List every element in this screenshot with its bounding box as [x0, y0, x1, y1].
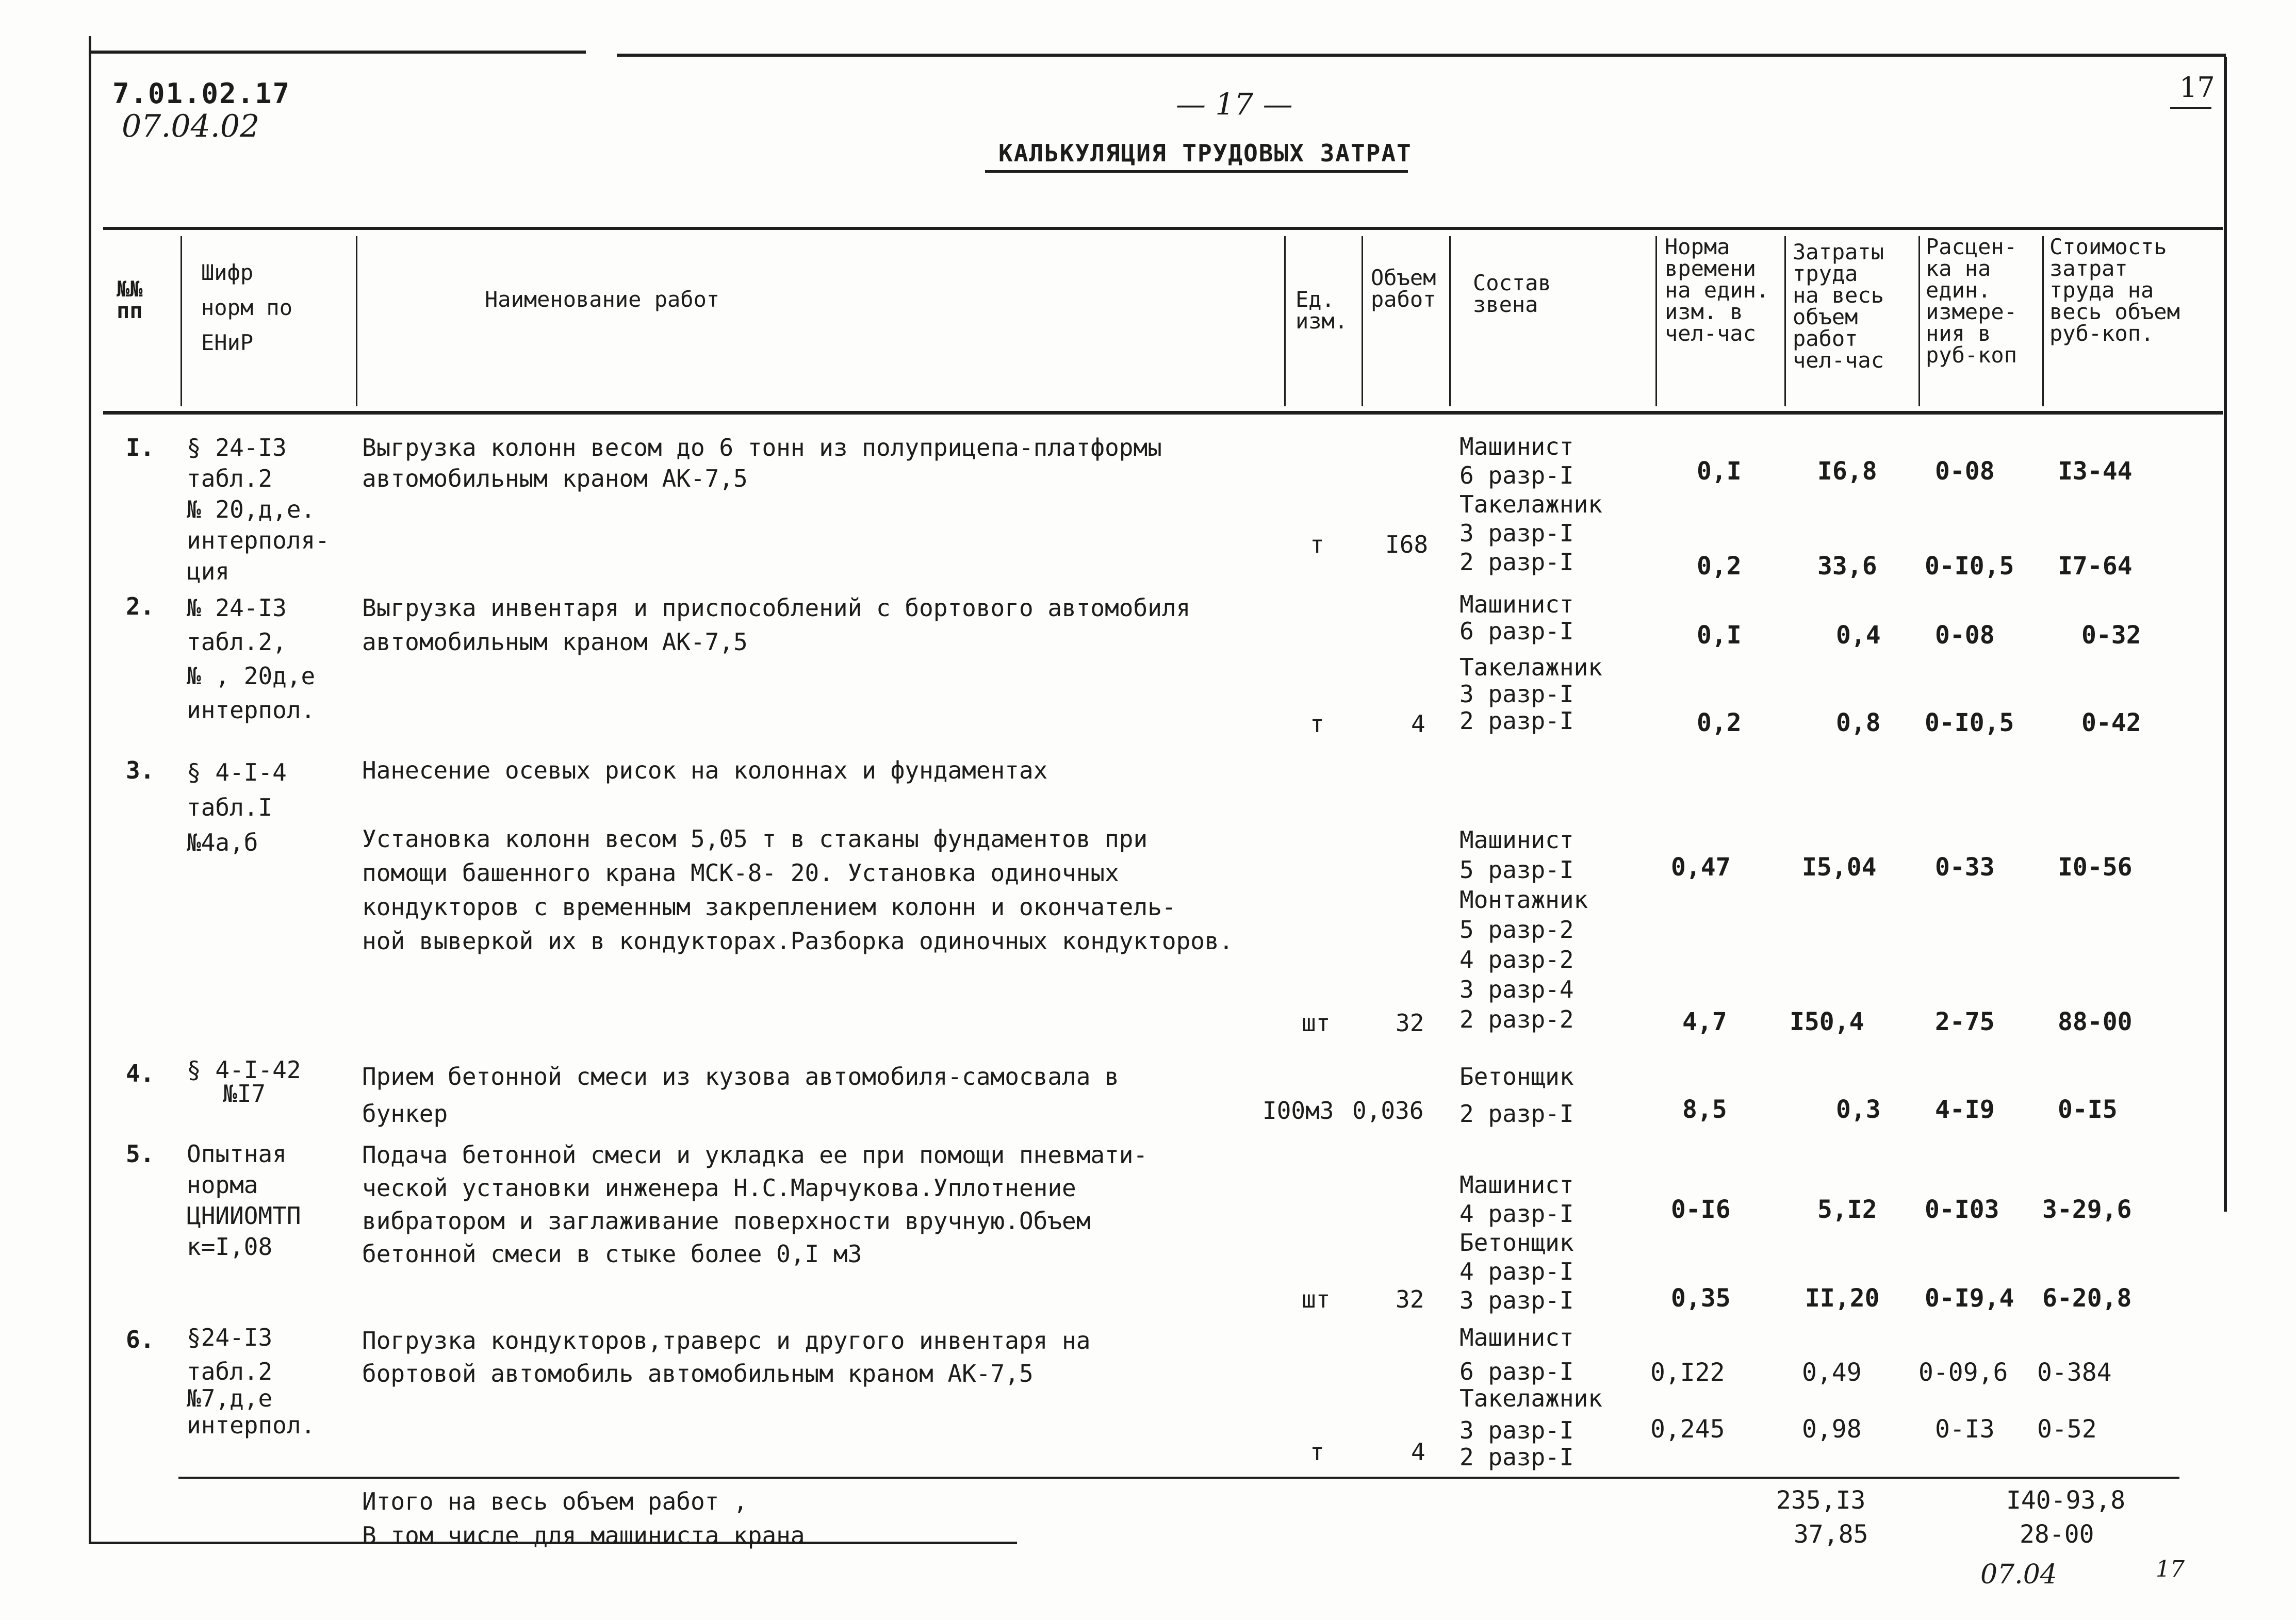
row1-unit: т [1310, 531, 1324, 558]
row3-name-line: ной выверкой их в кондукторах.Разборка одиночных кондукторов. [362, 927, 1234, 955]
col-divider-8 [1918, 236, 1920, 406]
col-divider-6 [1655, 236, 1657, 406]
row5-cost-a: 5,I2 [1817, 1195, 1877, 1224]
row6-number: 6. [126, 1326, 155, 1353]
header-cost-line4: объем [1793, 304, 1858, 329]
row6-cost-a: 0,49 [1802, 1358, 1862, 1387]
row3-name-line: помощи башенного крана МСК-8- 20. Установка одиночных [362, 859, 1119, 887]
row5-number: 5. [126, 1140, 155, 1168]
row5-name-line: вибратором и заглаживание поверхности вручную.Объем [362, 1207, 1091, 1235]
header-crew [1473, 272, 1551, 316]
row4-crew-line: Бетонщик [1459, 1063, 1574, 1090]
row1-code-line: § 24-I3 [187, 434, 287, 461]
row6-name-line: бортовой автомобиль автомобильным краном АК-7,5 [362, 1360, 1034, 1387]
title-underline [985, 170, 1408, 173]
row3-unit: шт [1302, 1009, 1331, 1037]
row5-crew [1459, 1170, 1574, 1315]
row3-work-name-b [362, 822, 1233, 958]
row6-crew-line: Машинист [1459, 1324, 1574, 1351]
row2-name-line: Выгрузка инвентаря и приспособлений с бортового автомобиля [362, 594, 1191, 622]
footer-handwritten-left: 07.04 [1980, 1559, 2057, 1590]
row1-code-line: ция [187, 557, 230, 585]
row1-total-a: I3-44 [2058, 457, 2133, 486]
row4-norm: 8,5 [1682, 1095, 1727, 1124]
row2-crew-line: 3 разр-I [1459, 680, 1574, 708]
header-code-line1: Шифр [201, 260, 254, 285]
row1-code-line: табл.2 [187, 465, 273, 492]
row5-work-name [362, 1138, 1147, 1270]
row1-crew [1459, 432, 1602, 576]
header-work-name: Наименование работ [485, 287, 720, 312]
row5-volume: 32 [1396, 1285, 1424, 1313]
header-number [117, 278, 143, 322]
row3-total-a: I0-56 [2058, 853, 2133, 882]
row6-crew-line: 6 разр-I [1459, 1358, 1574, 1385]
row1-name-line: автомобильным краном АК-7,5 [362, 465, 748, 492]
row5-crew-line: 4 разр-I [1459, 1258, 1574, 1285]
header-volume-line2: работ [1371, 287, 1436, 312]
totals-sub-label: В том числе для машиниста крана [362, 1522, 805, 1549]
row6-name-line: Погрузка кондукторов,траверс и другого инвентаря на [362, 1327, 1091, 1354]
header-norm-line1: Норма [1665, 234, 1730, 259]
totals-sub-total: 28-00 [2020, 1520, 2094, 1549]
row6-crew-line: Такелажник [1459, 1384, 1602, 1412]
row1-crew-line: Такелажник [1459, 490, 1602, 518]
row2-crew-line: Машинист [1459, 590, 1574, 618]
row6-total-a: 0-384 [2037, 1358, 2112, 1387]
page-number-underline [2170, 107, 2211, 109]
row3-volume: 32 [1396, 1009, 1424, 1037]
row5-crew-line: Машинист [1459, 1171, 1574, 1199]
row3-cost-b: I50,4 [1790, 1007, 1864, 1036]
row5-code-line: к=I,08 [187, 1233, 273, 1261]
row5-code-line: ЦНИИОМТП [187, 1202, 301, 1230]
row5-norm-b: 0,35 [1671, 1284, 1731, 1313]
header-rate-line6: руб-коп [1926, 342, 2018, 368]
row1-work-name [362, 432, 1162, 494]
row6-code [187, 1324, 315, 1439]
row3-crew [1459, 825, 1588, 1034]
row5-name-line: Подача бетонной смеси и укладка ее при помощи пневмати- [362, 1141, 1148, 1169]
row1-crew-line: 6 разр-I [1459, 461, 1574, 489]
totals-cost: 235,I3 [1776, 1486, 1866, 1515]
row5-crew-line: 3 разр-I [1459, 1286, 1574, 1314]
col-divider-4 [1362, 236, 1363, 406]
right-border [2224, 57, 2227, 1212]
header-total-line2: затрат [2049, 256, 2128, 281]
header-total-line3: труда на [2049, 277, 2154, 303]
row5-norm-a: 0-I6 [1671, 1195, 1731, 1224]
row6-cost-b: 0,98 [1802, 1415, 1862, 1444]
header-volume [1371, 267, 1436, 310]
header-unit-line1: Ед. [1295, 287, 1335, 312]
row1-total-b: I7-64 [2058, 552, 2133, 581]
row4-total: 0-I5 [2058, 1095, 2118, 1124]
row1-crew-line: 3 разр-I [1459, 519, 1574, 547]
row3-crew-line: 5 разр-2 [1459, 916, 1574, 944]
row3-norm-a: 0,47 [1671, 853, 1731, 882]
row2-code-line: табл.2, [187, 628, 287, 656]
row1-name-line: Выгрузка колонн весом до 6 тонн из полуприцепа-платформы [362, 434, 1162, 461]
row3-rate-a: 0-33 [1935, 853, 1995, 882]
row2-norm-b: 0,2 [1697, 708, 1742, 737]
row1-code-line: интерполя- [187, 526, 330, 554]
footer-handwritten-right: 17 [2156, 1556, 2185, 1582]
row5-code [187, 1138, 301, 1262]
row2-cost-b: 0,8 [1836, 708, 1881, 737]
col-divider-9 [2042, 236, 2044, 406]
row1-cost-b: 33,6 [1817, 552, 1877, 581]
row3-code-line: § 4-I-4 [187, 758, 287, 786]
row1-code [187, 432, 330, 587]
row6-code-line: №7,д,е [187, 1384, 273, 1412]
row3-total-b: 88-00 [2058, 1007, 2133, 1036]
row6-volume: 4 [1411, 1438, 1425, 1466]
row2-crew-line: 6 разр-I [1459, 617, 1574, 645]
header-rate-line2: ка на [1926, 256, 1991, 281]
row6-rate-b: 0-I3 [1935, 1415, 1995, 1444]
row5-cost-b: II,20 [1805, 1284, 1880, 1313]
row6-code-line: табл.2 [187, 1358, 273, 1385]
row1-volume: I68 [1385, 531, 1429, 558]
row2-total-a: 0-32 [2081, 621, 2141, 650]
row5-total-b: 6-20,8 [2042, 1284, 2132, 1313]
row3-crew-line: Машинист [1459, 826, 1574, 854]
row6-norm-b: 0,245 [1650, 1415, 1725, 1444]
header-norm-line4: изм. в [1665, 299, 1743, 324]
row3-rate-b: 2-75 [1935, 1007, 1995, 1036]
row1-rate-a: 0-08 [1935, 457, 1995, 486]
header-total-line1: Стоимость [2049, 234, 2167, 259]
row5-code-line: Опытная [187, 1140, 287, 1168]
row1-crew-line: 2 разр-I [1459, 548, 1574, 576]
header-code [201, 255, 292, 360]
row3-cost-a: I5,04 [1802, 853, 1877, 882]
row3-code-line: табл.I [187, 794, 273, 821]
top-border-right [617, 54, 2226, 57]
row1-code-line: № 20,д,е. [187, 495, 316, 523]
row3-crew-line: 5 разр-I [1459, 856, 1574, 884]
header-labor-cost [1793, 241, 1884, 371]
row6-crew-line: 3 разр-I [1459, 1416, 1574, 1444]
row4-work-name [362, 1058, 1119, 1132]
doc-code: 7.01.02.17 [112, 77, 291, 110]
row4-name-line: Прием бетонной смеси из кузова автомобиля-самосвала в [362, 1063, 1119, 1090]
row6-crew-line: 2 разр-I [1459, 1443, 1574, 1471]
header-cost-line5: работ [1793, 326, 1858, 351]
row5-code-line: норма [187, 1171, 258, 1199]
row1-norm-a: 0,I [1697, 457, 1742, 486]
row3-crew-line: 4 разр-2 [1459, 946, 1574, 973]
row2-crew [1459, 591, 1602, 734]
totals-label: Итого на весь объем работ , [362, 1487, 748, 1515]
row5-crew-line: Бетонщик [1459, 1229, 1574, 1257]
row4-name-line: бункер [362, 1100, 448, 1128]
totals-total: I40-93,8 [2006, 1486, 2126, 1515]
row3-crew-line: 3 разр-4 [1459, 976, 1574, 1003]
document-title: КАЛЬКУЛЯЦИЯ ТРУДОВЫХ ЗАТРАТ [998, 139, 1412, 167]
row4-crew-line: 2 разр-I [1459, 1100, 1574, 1128]
row2-unit: т [1310, 710, 1324, 738]
row5-rate-a: 0-I03 [1925, 1195, 1999, 1224]
row1-number: I. [126, 434, 155, 461]
row5-name-line: ческой установки инженера Н.С.Марчукова.Уплотнение [362, 1174, 1076, 1202]
row2-code [187, 591, 315, 727]
row4-code [187, 1058, 301, 1105]
row1-norm-b: 0,2 [1697, 552, 1742, 581]
header-rate [1926, 236, 2017, 366]
row5-crew-line: 4 разр-I [1459, 1200, 1574, 1228]
row2-total-b: 0-42 [2081, 708, 2141, 737]
header-cost-line2: труда [1793, 261, 1858, 286]
header-unit-line2: изм. [1295, 308, 1348, 334]
row6-total-b: 0-52 [2037, 1415, 2097, 1444]
page-number-center: — 17 — [1176, 87, 1293, 122]
row4-volume: 0,036 [1352, 1097, 1424, 1125]
header-rate-line4: измере- [1926, 299, 2018, 324]
row3-code [187, 755, 287, 860]
row6-rate-a: 0-09,6 [1918, 1358, 2008, 1387]
header-total-cost [2049, 236, 2180, 344]
header-code-line3: ЕНиР [201, 330, 254, 355]
row2-norm-a: 0,I [1697, 621, 1742, 650]
header-total-line4: весь объем [2049, 299, 2180, 324]
row1-crew-line: Машинист [1459, 433, 1574, 460]
header-number-line1: №№ [117, 276, 143, 302]
col-divider-5 [1449, 236, 1451, 406]
row3-code-line: №4а,б [187, 829, 258, 856]
table-top-rule [103, 227, 2223, 230]
row4-rate: 4-I9 [1935, 1095, 1995, 1124]
row4-unit: I00м3 [1262, 1097, 1334, 1125]
row4-number: 4. [126, 1060, 155, 1087]
header-norm-line2: времени [1665, 256, 1757, 281]
row2-rate-b: 0-I0,5 [1925, 708, 2014, 737]
header-unit [1295, 289, 1348, 332]
col-divider-7 [1784, 236, 1786, 406]
row3-crew-line: 2 разр-2 [1459, 1005, 1574, 1033]
row6-unit: т [1310, 1438, 1324, 1466]
row3-norm-b: 4,7 [1682, 1007, 1727, 1036]
page-number-right: 17 [2179, 71, 2215, 104]
header-crew-line1: Состав [1473, 270, 1551, 295]
row2-code-line: № , 20д,е [187, 662, 316, 690]
header-time-norm [1665, 236, 1769, 344]
row3-crew-line: Монтажник [1459, 886, 1588, 914]
header-number-line2: пп [117, 298, 143, 323]
left-border [89, 36, 91, 1542]
row5-rate-b: 0-I9,4 [1925, 1284, 2014, 1313]
row6-norm-a: 0,I22 [1650, 1358, 1725, 1387]
row6-code-line: интерпол. [187, 1411, 316, 1439]
row1-cost-a: I6,8 [1817, 457, 1877, 486]
totals-rule [178, 1477, 2179, 1479]
row3-work-name-a: Нанесение осевых рисок на колоннах и фундаментах [362, 756, 1048, 784]
row4-code-line: § 4-I-42 [187, 1056, 301, 1084]
header-crew-line2: звена [1473, 292, 1538, 317]
col-divider-1 [181, 236, 182, 406]
row2-cost-a: 0,4 [1836, 621, 1881, 650]
header-cost-line1: Затраты [1793, 239, 1884, 265]
row4-cost: 0,3 [1836, 1095, 1881, 1124]
row5-total-a: 3-29,6 [2042, 1195, 2132, 1224]
row2-code-line: № 24-I3 [187, 594, 287, 622]
row6-crew [1459, 1324, 1602, 1470]
row4-code-line: №I7 [223, 1080, 266, 1107]
header-rate-line3: един. [1926, 277, 1991, 303]
row6-work-name [362, 1324, 1090, 1390]
doc-code-handwritten: 07.04.02 [122, 108, 260, 144]
header-volume-line1: Объем [1371, 265, 1436, 290]
row2-work-name [362, 591, 1190, 659]
header-rate-line5: ния в [1926, 321, 1991, 346]
row1-rate-b: 0-I0,5 [1925, 552, 2014, 581]
row6-code-line: §24-I3 [187, 1324, 273, 1351]
header-total-line5: руб-коп. [2049, 321, 2154, 346]
header-cost-line6: чел-час [1793, 348, 1884, 373]
row2-rate-a: 0-08 [1935, 621, 1995, 650]
header-code-line2: норм по [201, 295, 293, 320]
row2-name-line: автомобильным краном АК-7,5 [362, 628, 748, 656]
col-divider-2 [356, 236, 357, 406]
row3-name-line: Установка колонн весом 5,05 т в стаканы фундаментов при [362, 825, 1148, 853]
col-divider-3 [1284, 236, 1286, 406]
row2-crew-line: Такелажник [1459, 653, 1602, 681]
row3-name-line: кондукторов с временным закреплением колонн и окончатель- [362, 893, 1176, 921]
table-header-rule [103, 411, 2223, 415]
row3-number: 3. [126, 756, 155, 784]
totals-sub-cost: 37,85 [1794, 1520, 1868, 1549]
row5-name-line: бетонной смеси в стыке более 0,I м3 [362, 1240, 862, 1268]
row2-volume: 4 [1411, 710, 1425, 738]
row2-crew-line: 2 разр-I [1459, 707, 1574, 735]
header-norm-line3: на един. [1665, 277, 1769, 303]
header-norm-line5: чел-час [1665, 321, 1757, 346]
row5-unit: шт [1302, 1285, 1331, 1313]
row2-code-line: интерпол. [187, 696, 316, 724]
row2-number: 2. [126, 592, 155, 620]
header-cost-line3: на весь [1793, 283, 1884, 308]
header-rate-line1: Расцен- [1926, 234, 2018, 259]
row4-crew [1459, 1058, 1574, 1132]
top-border-left [91, 51, 586, 54]
